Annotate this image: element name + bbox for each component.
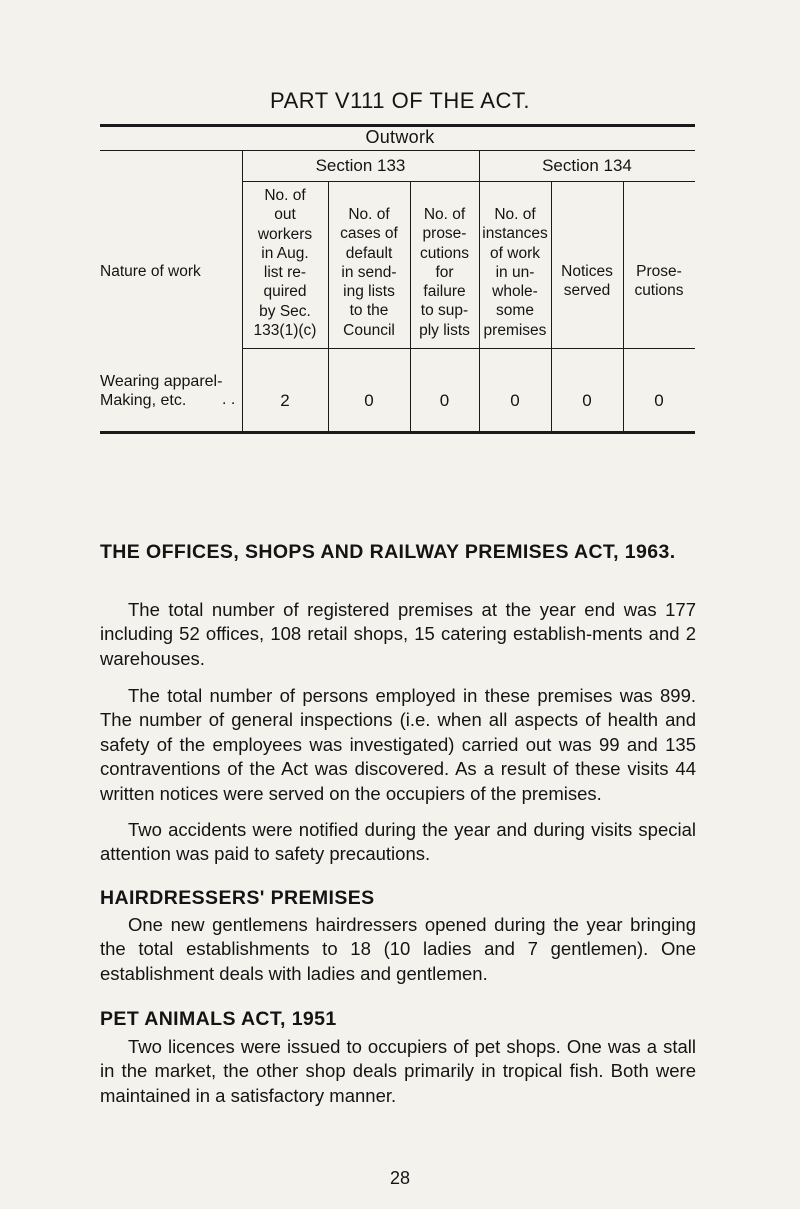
column-header-nature-of-work: Nature of work xyxy=(100,263,201,280)
column-header-outworkers: No. of out workers in Aug. list re- quired by Sec. 133(1)(c) xyxy=(253,187,317,340)
paragraph: The total number of persons employed in these premises was 899. The number of general inspections (i.e. when all aspects of health and safety of the employees was investigated) carried out was 99 and 135 contraventions of the Act was discovered. As a result of these visits 44 written notices were served on the occupiers of the premises. xyxy=(100,685,696,804)
section-heading-offices-act: THE OFFICES, SHOPS AND RAILWAY PREMISES ACT, 1963. xyxy=(100,541,676,563)
cell-prosecutions: 0 xyxy=(654,391,664,410)
row-leader-dots: . . xyxy=(222,391,236,408)
table-bottom-rule xyxy=(100,431,695,434)
paragraph: Two accidents were notified during the year and during visits special attention was paid to safety precautions. xyxy=(100,819,696,865)
section-heading-pet-animals: PET ANIMALS ACT, 1951 xyxy=(100,1008,337,1030)
cell-unwholesome-premises: 0 xyxy=(510,391,520,410)
column-header-notices-served: Notices served xyxy=(561,263,613,300)
table-header-rule xyxy=(100,150,695,151)
paragraph: The total number of registered premises at the year end was 177 including 52 offices, 108 retail shops, 15 catering establish-ments and 2 warehouses. xyxy=(100,599,696,669)
cell-prosecutions-lists: 0 xyxy=(439,391,450,410)
section-heading-hairdressers: HAIRDRESSERS' PREMISES xyxy=(100,887,375,909)
section-134-header: Section 134 xyxy=(542,156,632,175)
cell-outworkers: 2 xyxy=(280,391,290,410)
cell-default-cases: 0 xyxy=(364,391,374,410)
page-number: 28 xyxy=(389,1168,411,1188)
table-caption: Outwork xyxy=(365,127,435,147)
paragraph: Two licences were issued to occupiers of pet shops. One was a stall in the market, the other shop deals primarily in tropical fish. Both were maintained in a satisfactory manner. xyxy=(100,1036,696,1106)
header-bottom-rule xyxy=(242,348,695,349)
column-header-prosecutions: Prose- cutions xyxy=(634,263,684,300)
column-header-default-cases: No. of cases of default in send- ing lists to the Council xyxy=(340,206,398,339)
paragraph: One new gentlemens hairdressers opened during the year bringing the total establishments to 18 (10 ladies and 7 gentlemen). One establishment deals with ladies and gentlemen. xyxy=(100,914,696,984)
section-divider xyxy=(242,181,695,182)
page-title: PART V111 OF THE ACT. xyxy=(270,88,530,113)
column-header-prosecutions-lists: No. of prose- cutions for failure to sup- ply lists xyxy=(419,206,470,339)
row-label: Wearing apparel- Making, etc. xyxy=(100,373,223,409)
column-header-unwholesome-premises: No. of instances of work in un- whole- some premises xyxy=(482,206,548,339)
cell-notices-served: 0 xyxy=(582,391,592,410)
section-133-header: Section 133 xyxy=(315,156,406,175)
